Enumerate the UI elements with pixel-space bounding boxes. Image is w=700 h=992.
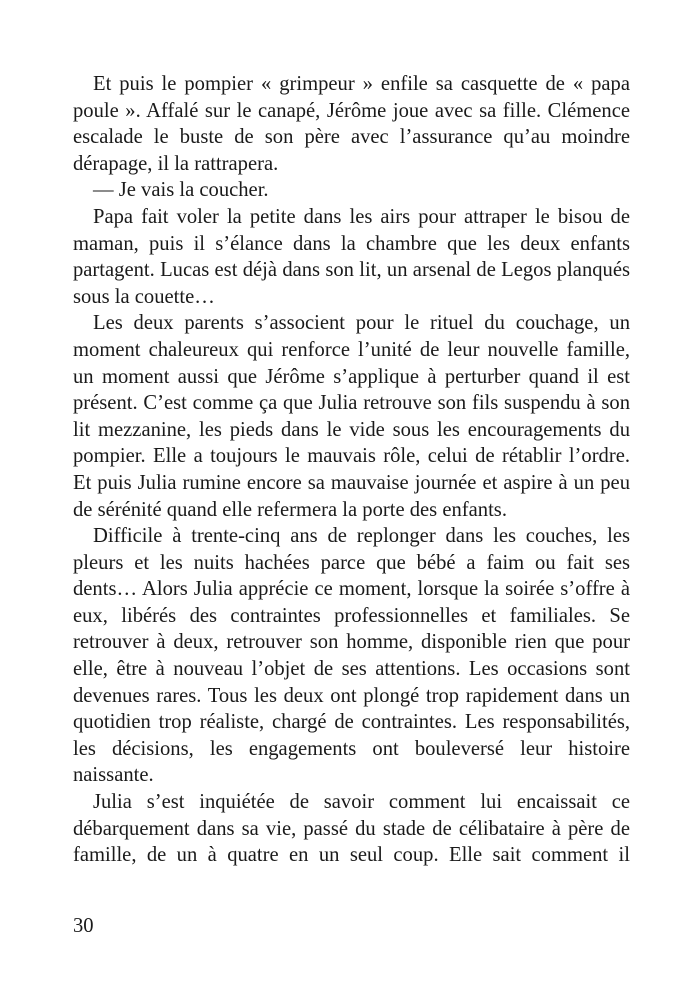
- paragraph-1: Et puis le pompier « grimpeur » enfile sa casquette de « papa poule ». Affalé sur le canapé, Jérôme joue avec sa fille. Clémence escalade le buste de son père avec l’assurance qu’au moindre dérapage, il la rattrapera.: [73, 73, 630, 175]
- paragraph-4: Les deux parents s’associent pour le rituel du couchage, un moment chaleureux qui renforce l’unité de leur nouvelle famille, un moment aussi que Jérôme s’applique à perturber quand il est présent. C’est comme ça que Julia retrouve son fils suspendu à son lit mezzanine, les pieds dans le vide sous les encouragements du pompier. Elle a toujours le mauvais rôle, celui de rétablir l’ordre. Et puis Julia rumine encore sa mauvaise journée et aspire à un peu de sérénité quand elle refermera la porte des enfants.: [73, 312, 630, 521]
- page-body: [73, 71, 630, 869]
- paragraph-6: Julia s’est inquiétée de savoir comment lui encaissait ce débarquement dans sa vie, passé du stade de célibataire à père de famille, de un à quatre en un seul coup. Elle sait comment il: [73, 791, 630, 867]
- paragraph-3: Papa fait voler la petite dans les airs pour attraper le bisou de maman, puis il s’élance dans la chambre que les deux enfants partagent. Lucas est déjà dans son lit, un arsenal de Legos planqués sous la couette…: [73, 205, 630, 308]
- paragraph-5: Difficile à trente-cinq ans de replonger dans les couches, les pleurs et les nuits hachées parce que bébé a faim ou fait ses dents… Alors Julia apprécie ce moment, lorsque la soirée s’offre à eux, libérés des contraintes professionnelles et familiales. Se retrouver à deux, retrouver son homme, disponible rien que pour elle, être à nouveau l’objet de ses attentions. Les occasions sont devenues rares. Tous les deux ont plongé trop rapidement dans un quotidien trop réaliste, chargé de contraintes. Les responsabilités, les décisions, les engagements ont bouleversé leur histoire naissante.: [73, 525, 630, 787]
- page-number: 30: [73, 915, 94, 937]
- paragraph-2-dialogue: — Je vais la coucher.: [93, 179, 269, 202]
